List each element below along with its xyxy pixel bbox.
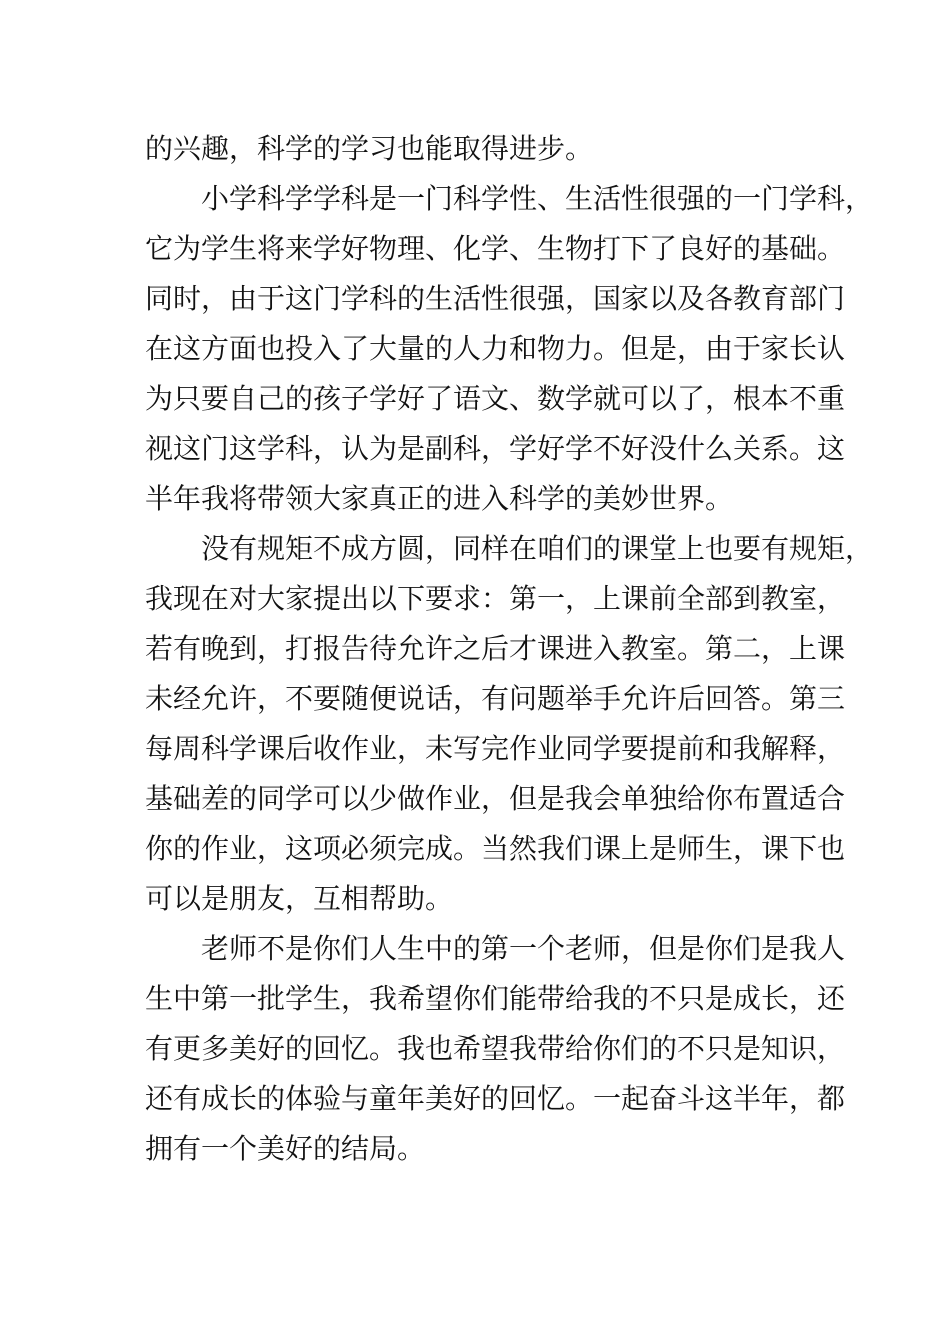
text-line: 有更多美好的回忆。我也希望我带给你们的不只是知识，	[145, 1032, 846, 1065]
text-line: 半年我将带领大家真正的进入科学的美妙世界。	[145, 482, 734, 515]
text-line: 我现在对大家提出以下要求：第一，上课前全部到教室，	[145, 582, 846, 615]
text-line: 你的作业，这项必须完成。当然我们课上是师生，课下也	[145, 832, 846, 865]
document-body	[145, 124, 874, 1174]
text-line: 每周科学课后收作业，未写完作业同学要提前和我解释，	[145, 732, 846, 765]
paragraph-4	[145, 924, 846, 1174]
text-line: 基础差的同学可以少做作业，但是我会单独给你布置适合	[145, 782, 846, 815]
paragraph-2	[145, 174, 874, 524]
text-line: 还有成长的体验与童年美好的回忆。一起奋斗这半年，都	[145, 1082, 846, 1115]
text-line: 拥有一个美好的结局。	[145, 1132, 426, 1165]
text-line: 它为学生将来学好物理、化学、生物打下了良好的基础。	[145, 232, 846, 265]
paragraph-1	[145, 124, 825, 174]
text-line: 生中第一批学生，我希望你们能带给我的不只是成长，还	[145, 982, 846, 1015]
text-line: 同时，由于这门学科的生活性很强，国家以及各教育部门	[145, 282, 846, 315]
text-line: 在这方面也投入了大量的人力和物力。但是，由于家长认	[145, 332, 846, 365]
text-line: 老师不是你们人生中的第一个老师，但是你们是我人	[201, 932, 846, 965]
text-line: 的兴趣，科学的学习也能取得进步。	[145, 132, 594, 165]
text-line: 没有规矩不成方圆，同样在咱们的课堂上也要有规矩，	[201, 532, 874, 565]
text-line: 小学科学学科是一门科学性、生活性很强的一门学科，	[201, 182, 874, 215]
text-line: 为只要自己的孩子学好了语文、数学就可以了，根本不重	[145, 382, 846, 415]
text-line: 若有晚到，打报告待允许之后才课进入教室。第二，上课	[145, 632, 846, 665]
text-line: 未经允许，不要随便说话，有问题举手允许后回答。第三	[145, 682, 846, 715]
text-line: 可以是朋友，互相帮助。	[145, 882, 454, 915]
text-line: 视这门这学科，认为是副科，学好学不好没什么关系。这	[145, 432, 846, 465]
paragraph-3	[145, 524, 874, 924]
